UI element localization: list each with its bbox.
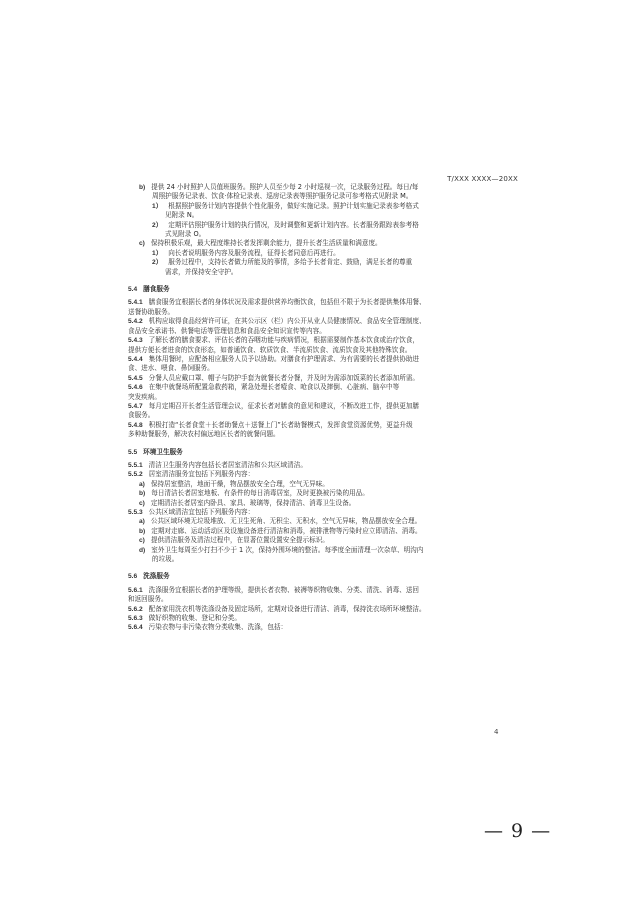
clause-text: 室外卫生每周至少打扫不少于 1 次，保持外围环境的整洁。每季度全面清理一次杂草、明沟内 [151, 545, 424, 554]
clause-number: 5.6.4 [128, 624, 143, 632]
text-line [128, 489, 516, 498]
text-line [128, 536, 516, 545]
text-line [128, 605, 516, 614]
clause-number: 2） [152, 221, 163, 229]
clause-text: 向长者说明服务内容及服务流程，征得长者同意后再进行。 [168, 248, 340, 257]
clause-number: c) [139, 537, 145, 545]
clause-number: 5.6.3 [128, 615, 143, 623]
clause-number: 1） [152, 202, 163, 210]
clause-text: 集体用餐时，应配备相应服务人员予以协助。对膳食有护理需求、为有需要的长者提供协助进 [148, 354, 420, 363]
clause-number: 5.5.1 [128, 461, 143, 469]
clause-text: 定期评估照护服务计划的执行情况，及时调整和更新计划内容。长者服务跟踪表参考格 [168, 220, 419, 229]
clause-text: 了解长者的膳食要求、评估长者的吞咽功能与疾病情况，根据需要制作基本饮食或治疗饮食， [148, 336, 420, 345]
text-line [128, 202, 516, 211]
text-line [128, 249, 516, 258]
clause-text: 做好织物的收集、登记和分类。 [148, 614, 241, 623]
document-body [128, 183, 516, 633]
text-line [128, 480, 516, 489]
clause-text: 定期清洁长者居室内卧具、家具、玻璃等，保持清洁、消毒卫生设备。 [150, 498, 356, 507]
clause-text: 污染衣物与非污染衣物分类收集、洗涤，包括： [148, 623, 288, 632]
clause-number: c) [139, 499, 145, 507]
text-line [128, 499, 516, 508]
text-line [128, 258, 516, 267]
clause-text: 式见附录 O。 [165, 230, 206, 239]
clause-text: 保持居室整洁，地面干燥，物品摆放安全合理，空气无异味。 [150, 479, 329, 488]
text-line [128, 230, 516, 239]
text-line [128, 402, 516, 411]
text-line [128, 317, 516, 326]
text-line [128, 421, 516, 430]
text-line [128, 183, 516, 192]
clause-text: 定期对走廊、运动活动区及设施设备进行清洁和消毒，被排泄物等污染时应立即清洁、消毒。 [151, 526, 422, 535]
text-line [128, 393, 516, 402]
clause-text: 见附录 N。 [165, 211, 199, 220]
text-line [128, 221, 516, 230]
clause-text: 食、进水、喂食、鼻饲服务。 [128, 364, 214, 373]
clause-text: 多种助餐服务，解决农村偏远地区长者的就餐问题。 [128, 430, 280, 439]
clause-text: 膳食服务 [143, 285, 170, 294]
text-line [128, 239, 516, 248]
clause-text: 保持积极乐观，最大程度维持长者发挥剩余能力，提升长者生活质量和满意度。 [150, 239, 382, 248]
clause-number: b) [139, 490, 146, 498]
clause-text: 在集中就餐场所配置急救药箱，紧急处理长者噎食、呛食以及摔倒、心脏病、脑卒中等 [148, 383, 400, 392]
clause-number: 5.5.3 [128, 509, 143, 516]
clause-text: 提供方便长者进食的饮食形态，如普通饮食、软质饮食、半流质饮食、流质饮食及其他特殊饮食。 [128, 345, 412, 354]
clause-text: 送餐协助服务。 [128, 307, 175, 316]
text-line [128, 411, 516, 420]
clause-number: 5.4.2 [128, 318, 143, 326]
section-heading [128, 448, 516, 457]
text-line [128, 614, 516, 623]
text-line [128, 623, 516, 632]
clause-number: 5.4.7 [128, 402, 143, 410]
clause-number: 5.6.1 [128, 586, 143, 594]
clause-number: 5.5 [128, 448, 138, 456]
clause-number: 5.6 [128, 573, 138, 581]
clause-text: 服务过程中，支持长者做力所能及的事情，多给予长者肯定、鼓励，满足长者的尊重 [168, 258, 413, 267]
clause-number: c) [139, 240, 145, 248]
clause-text: 配备家用洗衣机等洗涤设备及固定场所，定期对设备进行清洁、消毒，保持洗衣场所环境整洁。 [148, 604, 426, 613]
clause-number: 5.6.2 [128, 605, 143, 613]
text-line [128, 192, 516, 201]
clause-number: 1） [152, 249, 163, 257]
clause-number: 5.4.5 [128, 374, 143, 382]
text-line [128, 211, 516, 220]
text-line [128, 298, 516, 307]
clause-number: 5.4.3 [128, 337, 143, 345]
clause-text: 公共区域清洁宜包括下列服务内容： [148, 508, 255, 516]
text-line [128, 374, 516, 383]
section-heading [128, 285, 516, 294]
text-line [128, 508, 516, 517]
text-line [128, 595, 516, 604]
clause-text: 洗涤服务宜根据长者的护理等级，提供长者衣物、被褥等织物收集、分类、清洗、消毒、送回 [148, 585, 420, 594]
clause-number: b) [139, 527, 146, 535]
text-line [128, 346, 516, 355]
clause-text: 提供清洁服务及清洁过程中，在显著位置设置安全提示标识。 [150, 536, 329, 545]
clause-text: 和返回服务。 [128, 595, 168, 604]
clause-number: 5.4.1 [128, 299, 143, 307]
clause-text: 积极打造“长者食堂＋长者助餐点＋送餐上门”长者助餐模式，发挥食堂资源优势，更益升级 [148, 420, 413, 429]
clause-text: 机构应取得食品经营许可证，在其公示区（栏）内公开从业人员健康情况、食品安全管理制度、 [148, 317, 426, 326]
text-line [128, 470, 516, 479]
clause-text: 食服务。 [128, 411, 155, 420]
clause-text: 公共区域环境无垃圾堆放、无卫生死角、无积尘、无积水，空气无异味，物品摆放安全合理。 [150, 517, 422, 526]
clause-number: 5.4.4 [128, 355, 143, 363]
clause-text: 洗涤服务 [143, 572, 170, 581]
clause-number: a) [139, 518, 145, 526]
clause-number: 5.4.8 [128, 421, 143, 429]
clause-text: 周照护服务记录表、饮食·体检记录表、巡房记录表等照护服务记录可参考格式见附录 M。 [152, 192, 413, 201]
text-line [128, 430, 516, 439]
text-line [128, 527, 516, 536]
clause-number: b) [139, 184, 146, 191]
clause-text: 突发疾病。 [128, 392, 161, 401]
clause-text: 提供 24 小时照护人员值班服务。照护人员至少每 2 小时巡视一次，记录服务过程。每日/每 [151, 183, 419, 191]
text-line [128, 461, 516, 470]
text-line [128, 268, 516, 277]
clause-number: 5.4.6 [128, 384, 143, 392]
document-code: T/XXX XXXX—20XX [447, 175, 518, 183]
text-line [128, 555, 516, 564]
clause-text: 每月定期召开长者生活管理会议，征求长者对膳食的意见和建议，不断改进工作，提供更加膳 [148, 401, 420, 410]
text-line [128, 383, 516, 392]
clause-number: 5.5.2 [128, 471, 143, 479]
clause-number: 2） [152, 259, 163, 267]
inner-page-number: 4 [494, 728, 499, 736]
text-line [128, 586, 516, 595]
clause-text: 根据照护服务计划内容提供个性化服务，做好实施记录。照护计划实施记录表参考格式 [168, 201, 419, 210]
text-line [128, 336, 516, 345]
text-line [128, 355, 516, 364]
section-heading [128, 572, 516, 581]
clause-text: 环境卫生服务 [143, 447, 183, 456]
clause-text: 分餐人员应戴口罩、帽子与防护手套为就餐长者分餐，并及时为需添加饭菜的长者添加所需。 [148, 373, 420, 382]
clause-text: 食品安全承诺书、供餐电话等管理信息和食品安全知识宣传等内容。 [128, 326, 326, 335]
clause-text: 需求，并保持安全守护。 [165, 267, 238, 276]
clause-text: 清洁卫生服务内容包括长者居室清洁和公共区域清洁。 [148, 460, 307, 469]
clause-text: 膳食服务宜根据长者的身体状况及需求提供营养均衡饮食，包括但不限于为长者提供集体用餐、 [148, 298, 426, 307]
clause-text: 每日清洁长者居室地板、有条件的每日消毒居室，及时更换被污染的用品。 [151, 489, 369, 498]
clause-number: d) [139, 546, 146, 554]
page-folio: — 9 — [484, 820, 552, 842]
clause-text: 的垃圾。 [152, 555, 179, 564]
text-line [128, 327, 516, 336]
clause-number: 5.4 [128, 286, 138, 294]
text-line [128, 546, 516, 555]
text-line [128, 364, 516, 373]
clause-text: 居室清洁服务宜包括下列服务内容： [148, 470, 255, 479]
clause-number: a) [139, 480, 145, 488]
text-line [128, 308, 516, 317]
text-line [128, 517, 516, 526]
